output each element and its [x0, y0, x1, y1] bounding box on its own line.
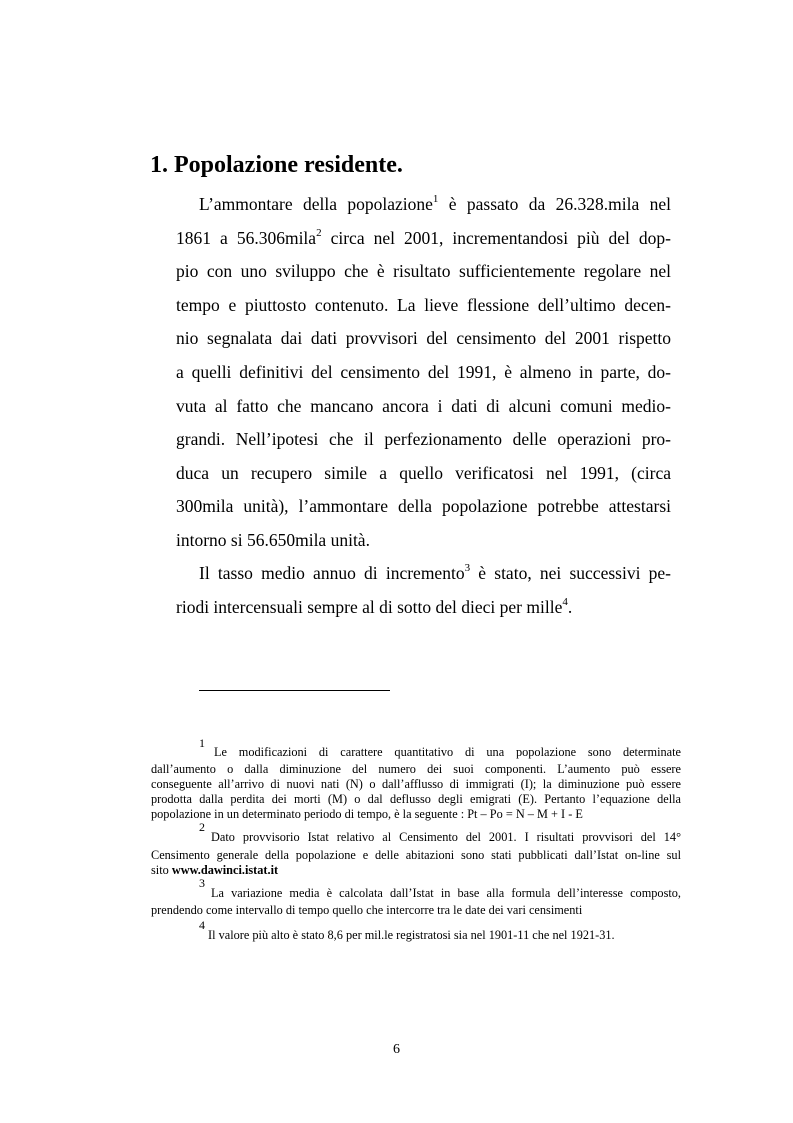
- footnote-ref[interactable]: 4: [562, 596, 568, 608]
- text-run: .: [567, 597, 573, 617]
- text-run: 1861 a 56.306mila: [176, 228, 317, 248]
- footnote-ref[interactable]: 2: [316, 227, 322, 239]
- footnote-line: popolazione in un determinato periodo di tempo, è la seguente : Pt – Po = N – M + I - E: [151, 807, 583, 821]
- footnote-separator: [199, 690, 390, 691]
- body-line: intorno si 56.650mila unità.: [176, 530, 370, 550]
- text-run: riodi intercensuali sempre al di sotto del dieci per mille: [176, 597, 563, 617]
- body-line: [199, 193, 671, 215]
- footnote-line: Il valore più alto è stato 8,6 per mil.le registratosi sia nel 1901-11 che nel 1921-31.: [208, 928, 615, 942]
- body-line: duca un recupero simile a quello verificatosi nel 1991, (circa: [176, 463, 671, 483]
- footnote-line: conseguente all’arrivo di nuovi nati (N) o dall’afflusso di immigrati (I); la diminuzione può essere: [151, 777, 681, 791]
- footnote-line: Censimento generale della popolazione e delle abitazioni sono stati pubblicati dall’Istat on-line sul: [151, 848, 681, 862]
- text-run: Il tasso medio annuo di incremento: [199, 563, 465, 583]
- text-run: è passato da 26.328.mila nel: [438, 194, 671, 214]
- body-line: [176, 227, 671, 249]
- footnote-line: Le modificazioni di carattere quantitativo di una popolazione sono determinate: [214, 745, 681, 759]
- body-line: a quelli definitivi del censimento del 1991, è almeno in parte, do-: [176, 362, 671, 382]
- body-line: 300mila unità), l’ammontare della popolazione potrebbe attestarsi: [176, 496, 671, 516]
- body-line: pio con uno sviluppo che è risultato sufficientemente regolare nel: [176, 261, 671, 281]
- footnote-mark: 3: [199, 876, 205, 890]
- footnote-mark: 1: [199, 736, 205, 750]
- body-line: vuta al fatto che mancano ancora i dati di alcuni comuni medio-: [176, 396, 671, 416]
- body-line: [176, 596, 572, 618]
- text-run: è stato, nei successivi pe-: [470, 563, 671, 583]
- footnote-line: Dato provvisorio Istat relativo al Censimento del 2001. I risultati provvisori del 14°: [211, 830, 681, 844]
- text-run: L’ammontare della popolazione: [199, 194, 433, 214]
- section-heading: 1. Popolazione residente.: [150, 152, 403, 178]
- footnote-line: prendendo come intervallo di tempo quello che intercorre tra le date dei vari censimenti: [151, 903, 583, 917]
- body-line: nio segnalata dai dati provvisori del censimento del 2001 rispetto: [176, 328, 671, 348]
- footnote-line: [151, 863, 278, 878]
- page-number: 6: [393, 1042, 400, 1057]
- body-line: grandi. Nell’ipotesi che il perfezionamento delle operazioni pro-: [176, 429, 671, 449]
- body-line: tempo e piuttosto contenuto. La lieve flessione dell’ultimo decen-: [176, 295, 671, 315]
- body-line: [199, 562, 671, 584]
- footnote-line: prodotta dalla perdita dei morti (M) o dal deflusso degli emigrati (E). Pertanto l’equazione della: [151, 792, 681, 806]
- footnote-line: dall’aumento o dalla diminuzione del numero dei suoi componenti. L’aumento può essere: [151, 762, 681, 776]
- footnote-mark: 4: [199, 918, 205, 932]
- footnote-ref[interactable]: 3: [464, 562, 471, 574]
- footnote-ref[interactable]: 1: [432, 193, 439, 205]
- text-run: circa nel 2001, incrementandosi più del dop-: [321, 228, 671, 248]
- text-run: sito: [151, 863, 172, 877]
- footnote-line: La variazione media è calcolata dall’Istat in base alla formula dell’interesse composto,: [211, 886, 681, 900]
- footnote-mark: 2: [199, 820, 205, 834]
- website-link[interactable]: www.dawinci.istat.it: [171, 863, 279, 877]
